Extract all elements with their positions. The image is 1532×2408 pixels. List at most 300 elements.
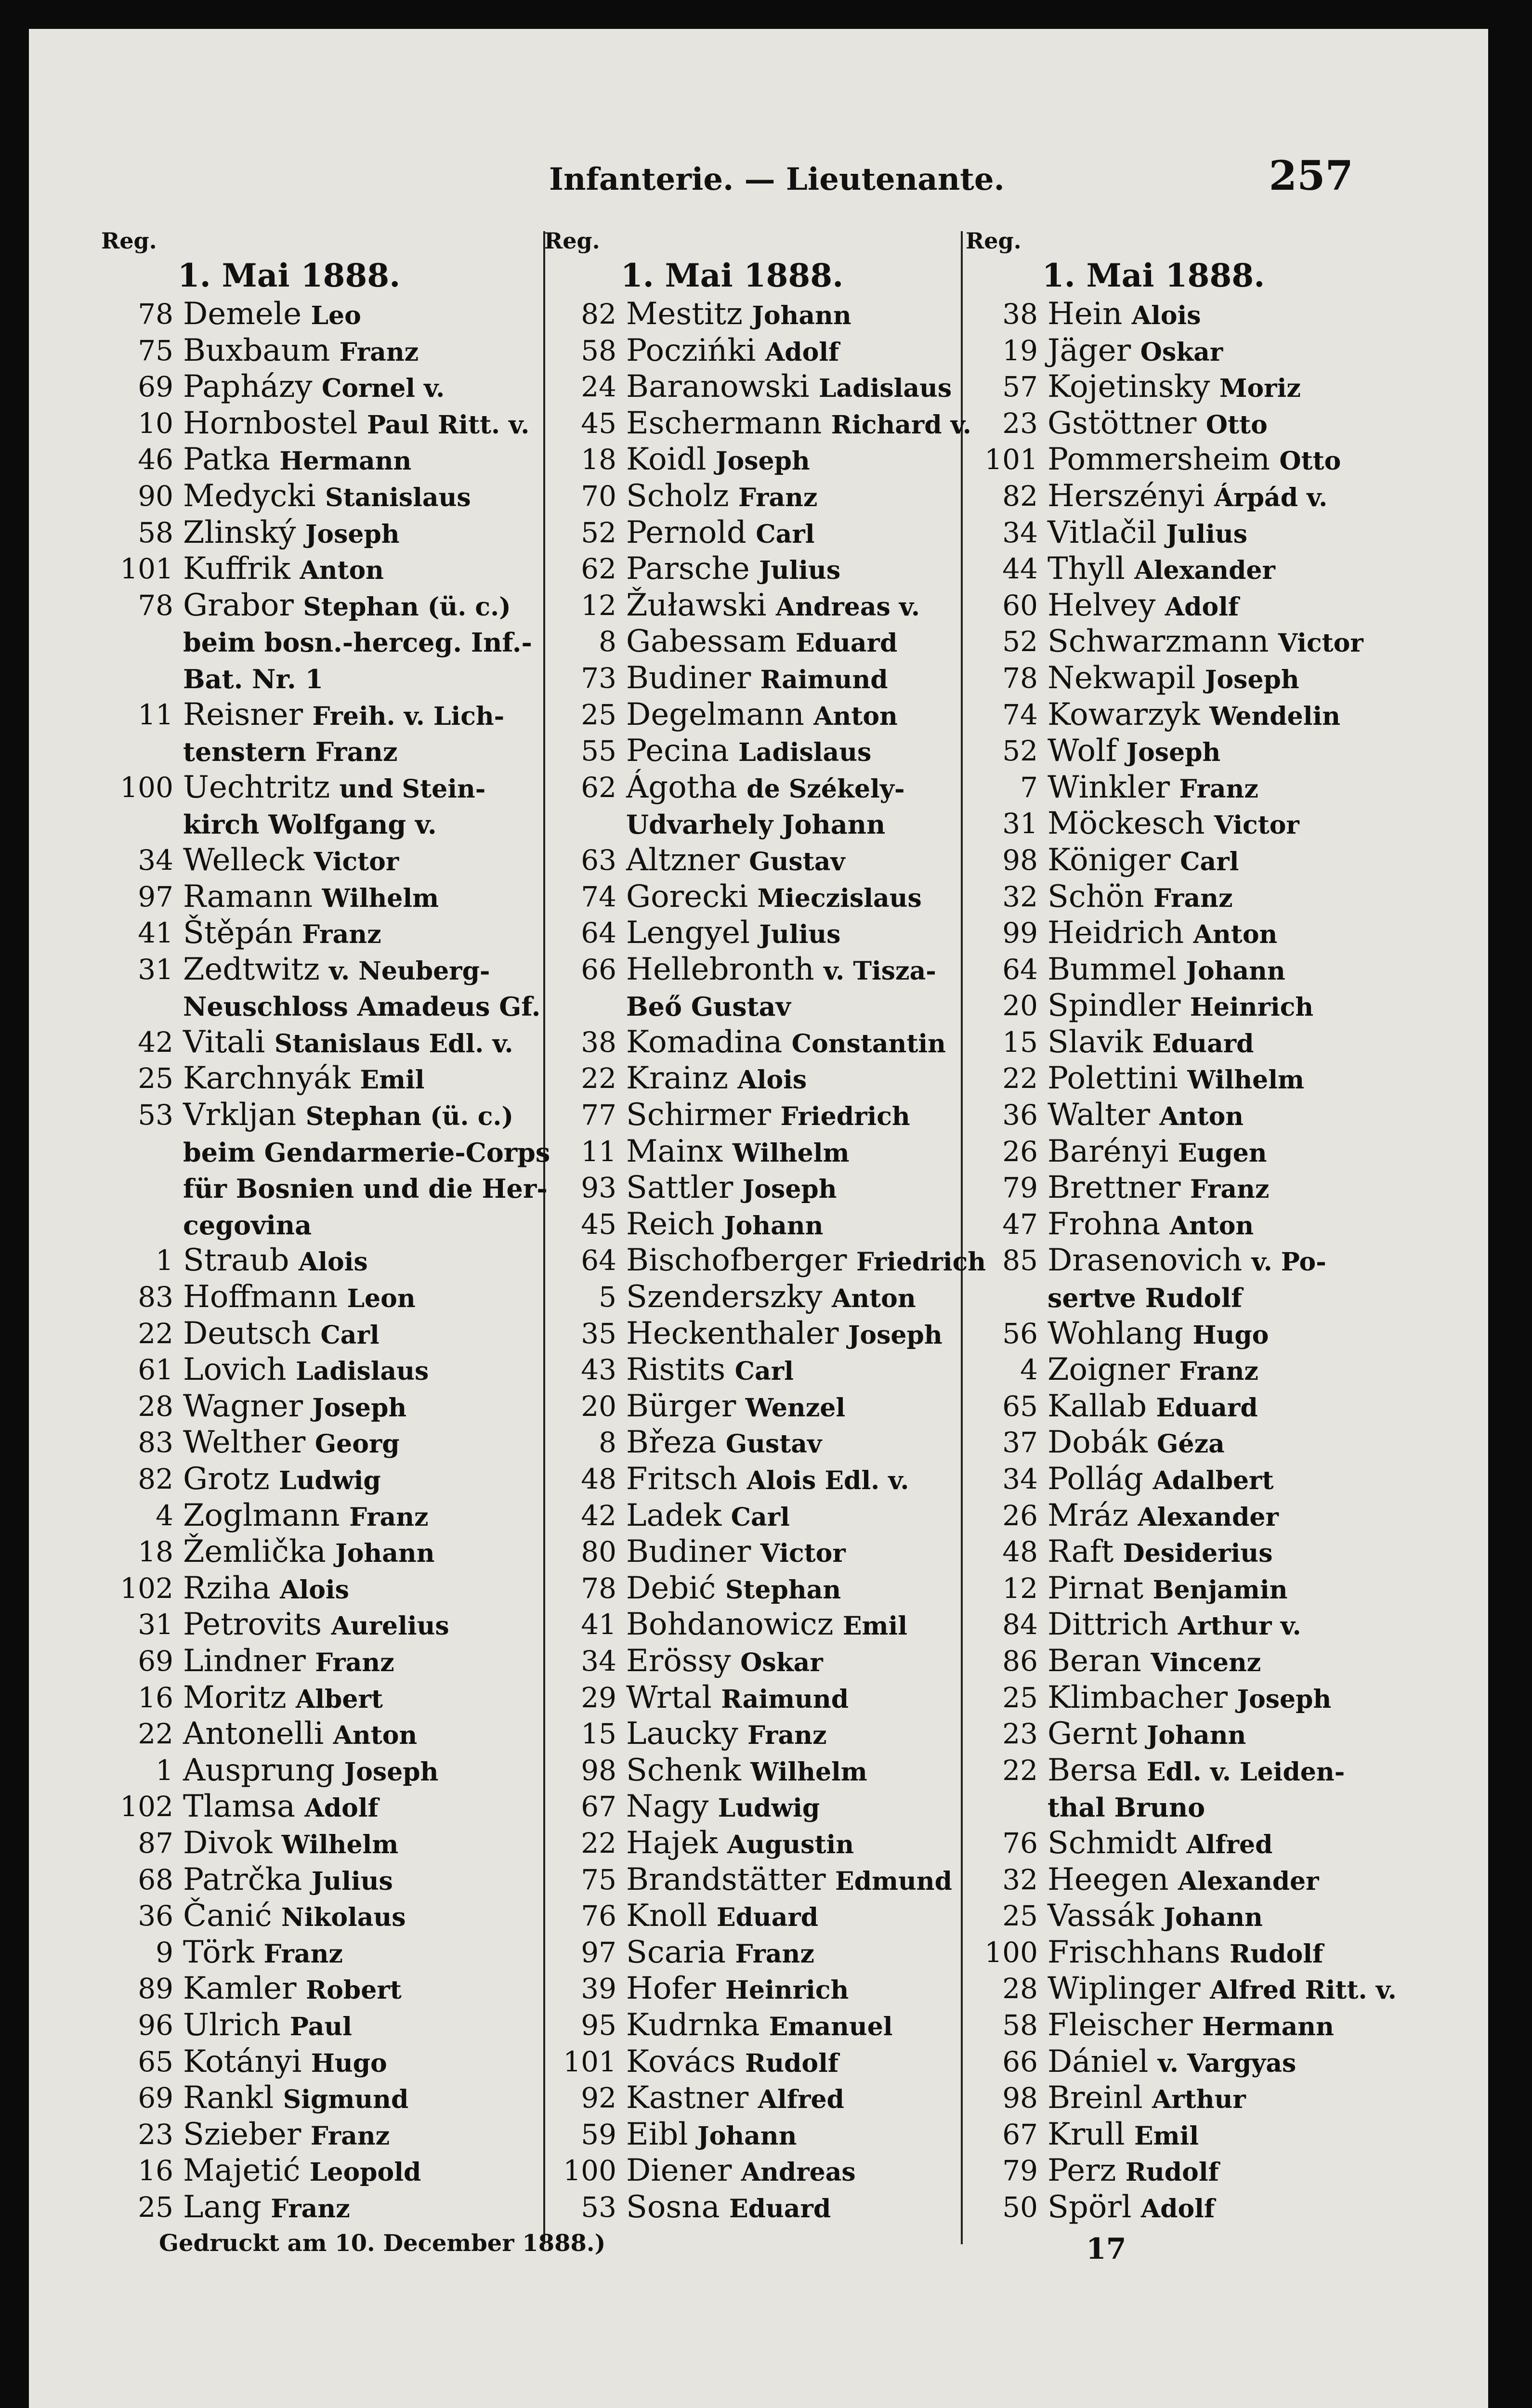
regiment-number: 22	[138, 1717, 173, 1751]
regiment-number: 86	[1002, 1644, 1038, 1677]
surname: Žemlička	[183, 1534, 326, 1570]
surname: Perz	[1048, 2153, 1116, 2189]
officer-name	[626, 2007, 893, 2045]
given-name: Joseph	[312, 1393, 407, 1423]
surname: Papházy	[183, 369, 313, 405]
given-name: Eduard	[729, 2194, 831, 2224]
surname: Vassák	[1048, 1898, 1154, 1934]
list-item	[544, 1170, 978, 1206]
given-name: Eduard	[716, 1903, 819, 1933]
officer-name	[183, 733, 398, 771]
given-name: Gustav	[749, 847, 845, 877]
given-name: Ludwig	[279, 1466, 381, 1495]
given-name: Franz	[1179, 774, 1258, 804]
given-name: Udvarhely Johann	[626, 809, 886, 840]
list-item	[101, 1971, 525, 2007]
list-item	[101, 1425, 525, 1461]
regiment-number: 70	[581, 479, 616, 512]
date-heading: 1. Mai 1888.	[1042, 257, 1265, 294]
list-item	[544, 988, 978, 1024]
regiment-number: 56	[1002, 1317, 1038, 1350]
given-name: Ladislaus	[296, 1357, 429, 1387]
list-item	[101, 952, 525, 988]
regiment-number: 99	[1002, 916, 1038, 950]
list-item	[966, 879, 1399, 916]
officer-name	[1048, 1971, 1397, 2009]
surname: Breinl	[1048, 2080, 1143, 2116]
given-name: Carl	[756, 519, 815, 549]
officer-name	[1048, 1570, 1288, 1609]
surname: Antonelli	[183, 1716, 324, 1752]
given-name: Johann	[335, 1539, 435, 1569]
officer-name	[1048, 1789, 1205, 1826]
officer-name	[626, 1206, 823, 1244]
list-item	[101, 1097, 525, 1134]
surname: Budiner	[626, 1534, 751, 1570]
surname: Wrtal	[626, 1679, 712, 1715]
regiment-number: 5	[599, 1281, 616, 1314]
surname: Polettini	[1048, 1060, 1178, 1097]
regiment-number: 18	[581, 443, 616, 476]
regiment-number: 28	[138, 1389, 173, 1423]
list-item	[966, 1060, 1399, 1097]
officer-name	[183, 551, 384, 589]
surname: Altzner	[626, 842, 740, 878]
officer-name	[626, 2117, 797, 2155]
surname: Moritz	[183, 1679, 287, 1715]
officer-name	[183, 1971, 402, 2009]
surname: Divok	[183, 1825, 273, 1861]
officer-name	[183, 915, 381, 953]
surname: Nekwapil	[1048, 660, 1196, 696]
regiment-number: 82	[581, 298, 616, 330]
surname: Kuffrik	[183, 551, 290, 587]
given-name: Joseph	[344, 1757, 439, 1787]
surname: Wiplinger	[1048, 1971, 1201, 2007]
given-name: Joseph	[848, 1320, 943, 1350]
given-name: Wilhelm	[322, 883, 439, 913]
officer-name	[1048, 1279, 1242, 1317]
given-name: Alfred Ritt. v.	[1210, 1976, 1397, 2005]
regiment-number: 97	[138, 880, 173, 913]
list-item	[544, 478, 978, 515]
list-item	[966, 1170, 1399, 1206]
regiment-number: 55	[581, 734, 616, 768]
surname: Majetić	[183, 2153, 301, 2189]
list-item	[544, 551, 978, 588]
given-name: Hermann	[1202, 2012, 1334, 2042]
given-name: und Stein-	[339, 774, 486, 804]
regiment-number: 37	[1002, 1426, 1038, 1459]
surname: Heidrich	[1048, 915, 1184, 951]
officer-name	[183, 1097, 513, 1135]
officer-name	[626, 806, 885, 843]
surname: Lengyel	[626, 915, 750, 951]
regiment-number: 100	[120, 771, 173, 804]
list-item	[966, 1134, 1399, 1170]
given-name: Rudolf	[1125, 2158, 1219, 2187]
list-item	[544, 624, 978, 660]
list-item	[544, 1097, 978, 1134]
list-item	[966, 1425, 1399, 1461]
given-name: Augustin	[727, 1830, 854, 1859]
regiment-number: 68	[138, 1863, 173, 1896]
regiment-number: 23	[1002, 1717, 1038, 1751]
list-item	[544, 406, 978, 442]
surname: Mráz	[1048, 1497, 1128, 1533]
surname: Schwarzmann	[1048, 624, 1269, 660]
officer-name	[626, 515, 814, 553]
list-item	[544, 1388, 978, 1425]
given-name: Alois	[298, 1247, 368, 1277]
officer-name	[1048, 1425, 1225, 1463]
given-name: Friedrich	[856, 1247, 986, 1277]
officer-name	[1048, 2117, 1199, 2155]
surname: Deutsch	[183, 1315, 312, 1351]
surname: Ulrich	[183, 2007, 281, 2043]
list-item	[544, 770, 978, 806]
regiment-number: 22	[581, 1826, 616, 1859]
regiment-number: 22	[138, 1317, 173, 1350]
given-name: Wilhelm	[281, 1830, 399, 1859]
regiment-number: 19	[1002, 334, 1038, 367]
regiment-number: 36	[138, 1899, 173, 1933]
given-name: cegovina	[183, 1209, 312, 1241]
list-item	[544, 333, 978, 369]
officer-name	[626, 1607, 907, 1645]
given-name: Mieczislaus	[757, 883, 922, 913]
list-item	[544, 1935, 978, 1971]
regiment-number: 10	[138, 406, 173, 440]
regiment-number: 23	[138, 2118, 173, 2151]
regiment-number: 48	[1002, 1535, 1038, 1569]
list-item	[966, 2007, 1399, 2044]
given-name: Ladislaus	[738, 738, 872, 768]
regiment-number: 22	[581, 1062, 616, 1095]
list-item	[101, 1279, 525, 1316]
surname: Debić	[626, 1570, 716, 1606]
list-item	[101, 1206, 525, 1243]
surname: Fleischer	[1048, 2007, 1193, 2043]
given-name: Géza	[1157, 1429, 1225, 1459]
given-name: Johann	[1163, 1903, 1263, 1933]
surname: Pollág	[1048, 1461, 1144, 1497]
surname: Ramann	[183, 878, 313, 915]
given-name: Wilhelm	[750, 1757, 867, 1787]
surname: Schenk	[626, 1752, 741, 1788]
officer-name	[1048, 660, 1299, 698]
list-item	[101, 478, 525, 515]
regiment-number: 42	[581, 1499, 616, 1532]
regiment-number: 45	[581, 406, 616, 440]
list-item	[966, 1316, 1399, 1352]
regiment-number: 64	[581, 1244, 616, 1277]
surname: Jäger	[1048, 332, 1131, 368]
officer-name	[1048, 952, 1285, 990]
regiment-number: 95	[581, 2008, 616, 2042]
regiment-number: 16	[138, 2154, 173, 2187]
list-item	[966, 842, 1399, 879]
given-name: für Bosnien und die Her-	[183, 1173, 548, 1204]
given-name: Ludwig	[718, 1793, 820, 1823]
officer-name	[1048, 588, 1239, 626]
given-name: Franz	[302, 920, 381, 950]
regiment-number: 66	[581, 953, 616, 986]
list-item	[101, 770, 525, 806]
surname: Ausprung	[183, 1752, 335, 1788]
officer-name	[1048, 551, 1275, 589]
officer-name	[183, 1789, 379, 1827]
regiment-number: 34	[581, 1644, 616, 1677]
officer-name	[183, 1243, 368, 1281]
list-item	[966, 442, 1399, 478]
list-item	[966, 2117, 1399, 2153]
given-name: Adolf	[304, 1793, 379, 1823]
surname: Mainx	[626, 1133, 723, 1169]
list-item	[966, 697, 1399, 733]
given-name: Joseph	[742, 1175, 837, 1204]
list-item	[101, 2044, 525, 2081]
officer-name	[626, 1971, 849, 2009]
surname: Dobák	[1048, 1425, 1148, 1461]
surname: Heegen	[1048, 1861, 1169, 1898]
list-item	[101, 2189, 525, 2226]
regiment-number: 60	[1002, 589, 1038, 622]
given-name: Edmund	[835, 1866, 952, 1896]
officer-name	[626, 1060, 807, 1099]
surname: Winkler	[1048, 769, 1170, 805]
regiment-number: 67	[581, 1790, 616, 1823]
given-name: Robert	[305, 1976, 402, 2005]
list-item	[101, 2007, 525, 2044]
surname: Scholz	[626, 478, 729, 514]
officer-name	[1048, 1534, 1273, 1572]
given-name: Franz	[349, 1502, 429, 1532]
surname: Wolf	[1048, 733, 1117, 769]
given-name: Carl	[320, 1320, 380, 1350]
surname: Kamler	[183, 1971, 297, 2007]
officer-name	[1048, 1352, 1258, 1390]
officer-name	[626, 551, 840, 589]
given-name: Franz	[263, 1939, 343, 1969]
regiment-number: 32	[1002, 1863, 1038, 1896]
regiment-number: 64	[1002, 953, 1038, 986]
officer-name	[183, 697, 504, 735]
regiment-number: 31	[138, 1608, 173, 1641]
regiment-number: 24	[581, 370, 616, 404]
list-item	[544, 2044, 978, 2081]
given-name: beim bosn.-herceg. Inf.-	[183, 627, 532, 658]
list-item	[101, 1134, 550, 1170]
surname: Hajek	[626, 1825, 718, 1861]
officer-name	[183, 1206, 312, 1244]
regiment-number: 58	[138, 516, 173, 549]
list-item	[544, 952, 978, 988]
surname: Pommersheim	[1048, 442, 1270, 478]
given-name: Franz	[339, 337, 419, 367]
surname: Kowarzyk	[1048, 696, 1200, 733]
surname: Heckenthaler	[626, 1315, 839, 1351]
surname: Koidl	[626, 442, 707, 478]
surname: Lang	[183, 2189, 262, 2225]
given-name: Arthur	[1152, 2085, 1246, 2115]
regiment-number: 78	[1002, 661, 1038, 694]
regiment-number: 11	[138, 698, 173, 731]
reg-label: Reg.	[966, 228, 1021, 254]
given-name: Paul Ritt. v.	[367, 410, 530, 440]
surname: Pecina	[626, 733, 729, 769]
officer-name	[1048, 697, 1340, 735]
date-heading: 1. Mai 1888.	[620, 257, 844, 294]
given-name: Emil	[360, 1065, 425, 1095]
given-name: Ladislaus	[818, 374, 952, 404]
given-name: Árpád v.	[1214, 483, 1328, 512]
officer-name	[1048, 806, 1299, 844]
list-item	[544, 1060, 978, 1097]
list-item	[544, 806, 978, 842]
officer-name	[183, 333, 419, 371]
surname: Laucky	[626, 1716, 738, 1752]
given-name: Wendelin	[1209, 701, 1341, 731]
surname: Hofer	[626, 1971, 716, 2007]
list-item	[966, 1461, 1399, 1498]
officer-name	[1048, 406, 1268, 444]
given-name: Raimund	[760, 665, 888, 694]
list-item	[544, 1680, 978, 1716]
officer-name	[626, 624, 897, 662]
given-name: Julius	[759, 920, 841, 950]
given-name: Cornel v.	[321, 374, 445, 404]
surname: Törk	[183, 1934, 255, 1970]
regiment-number: 18	[138, 1535, 173, 1569]
surname: Kojetinsky	[1048, 369, 1210, 405]
officer-name	[1048, 1024, 1254, 1062]
regiment-number: 25	[1002, 1681, 1038, 1714]
surname: Karchnyák	[183, 1060, 351, 1097]
surname: Möckesch	[1048, 806, 1205, 842]
officer-name	[626, 1825, 854, 1863]
officer-name	[183, 1607, 449, 1645]
given-name: Raimund	[721, 1684, 849, 1714]
given-name: Adalbert	[1152, 1466, 1274, 1495]
list-item	[101, 915, 525, 952]
list-item	[544, 1461, 978, 1498]
surname: Wagner	[183, 1388, 303, 1424]
surname: Reisner	[183, 696, 303, 733]
given-name: Alois	[280, 1575, 349, 1605]
given-name: Joseph	[1237, 1684, 1332, 1714]
list-item	[101, 588, 525, 624]
officer-name	[183, 624, 532, 661]
regiment-number: 4	[1020, 1353, 1038, 1387]
given-name: Julius	[759, 556, 841, 586]
list-item	[101, 1461, 525, 1498]
page-number: 257	[1269, 152, 1353, 199]
given-name: Leopold	[309, 2158, 421, 2187]
list-item	[966, 1279, 1399, 1316]
list-item	[101, 1825, 525, 1862]
list-item	[966, 1789, 1399, 1825]
list-item	[101, 1570, 525, 1607]
given-name: Gustav	[725, 1429, 822, 1459]
officer-name	[1048, 1898, 1263, 1936]
officer-name	[1048, 478, 1327, 516]
list-item	[544, 1898, 978, 1935]
given-name: Rudolf	[745, 2048, 839, 2078]
regiment-number: 50	[1002, 2190, 1038, 2224]
given-name: Eduard	[796, 628, 898, 658]
list-item	[544, 697, 978, 733]
given-name: Hugo	[1192, 1320, 1269, 1350]
regiment-number: 25	[138, 1062, 173, 1095]
list-item	[966, 806, 1399, 842]
regiment-number: 48	[581, 1463, 616, 1495]
regiment-number: 31	[138, 953, 173, 986]
given-name: Alexander	[1134, 556, 1275, 586]
surname: Bohdanowicz	[626, 1607, 834, 1643]
list-item	[966, 1570, 1399, 1607]
reg-label: Reg.	[544, 228, 600, 254]
surname: Březa	[626, 1425, 717, 1461]
surname: Dániel	[1048, 2043, 1149, 2080]
surname: Welleck	[183, 842, 304, 878]
regiment-number: 15	[581, 1717, 616, 1751]
list-item	[101, 1753, 525, 1789]
officer-name	[1048, 1753, 1345, 1791]
regiment-number: 78	[581, 1571, 616, 1605]
given-name: Andreas	[741, 2158, 856, 2187]
surname: Kastner	[626, 2080, 749, 2116]
regiment-number: 41	[138, 916, 173, 950]
regiment-number: 34	[138, 843, 173, 877]
officer-name	[626, 1134, 850, 1172]
given-name: Johann	[1146, 1721, 1246, 1751]
given-name: de Székely-	[746, 774, 905, 804]
surname: Krull	[1048, 2116, 1125, 2152]
list-item	[544, 1570, 978, 1607]
reg-label: Reg.	[101, 228, 157, 254]
officer-name	[183, 478, 471, 516]
officer-name	[1048, 1243, 1326, 1281]
officer-name	[626, 1570, 841, 1609]
officer-name	[1048, 1134, 1267, 1172]
officer-name	[183, 952, 490, 990]
officer-name	[183, 2117, 390, 2155]
surname: Patka	[183, 442, 270, 478]
list-item	[101, 296, 525, 333]
officer-name	[1048, 2153, 1219, 2191]
surname: Mestitz	[626, 296, 743, 332]
regiment-number: 98	[1002, 843, 1038, 877]
list-item	[101, 660, 525, 697]
given-name: Carl	[734, 1357, 794, 1387]
regiment-number: 38	[1002, 298, 1038, 330]
given-name: Rudolf	[1230, 1939, 1323, 1969]
list-item	[101, 1024, 525, 1061]
surname: Eschermann	[626, 405, 822, 441]
surname: Žuławski	[626, 587, 767, 623]
given-name: Stephan (ü. c.)	[303, 592, 511, 622]
surname: Herszényi	[1048, 478, 1205, 514]
surname: Gabessam	[626, 624, 786, 660]
regiment-number: 64	[581, 916, 616, 950]
regiment-number: 20	[1002, 989, 1038, 1022]
regiment-number: 28	[1002, 1972, 1038, 2005]
list-item	[544, 296, 978, 333]
surname: Welther	[183, 1425, 306, 1461]
officer-name	[1048, 842, 1239, 880]
given-name: Edl. v. Leiden-	[1146, 1757, 1345, 1787]
